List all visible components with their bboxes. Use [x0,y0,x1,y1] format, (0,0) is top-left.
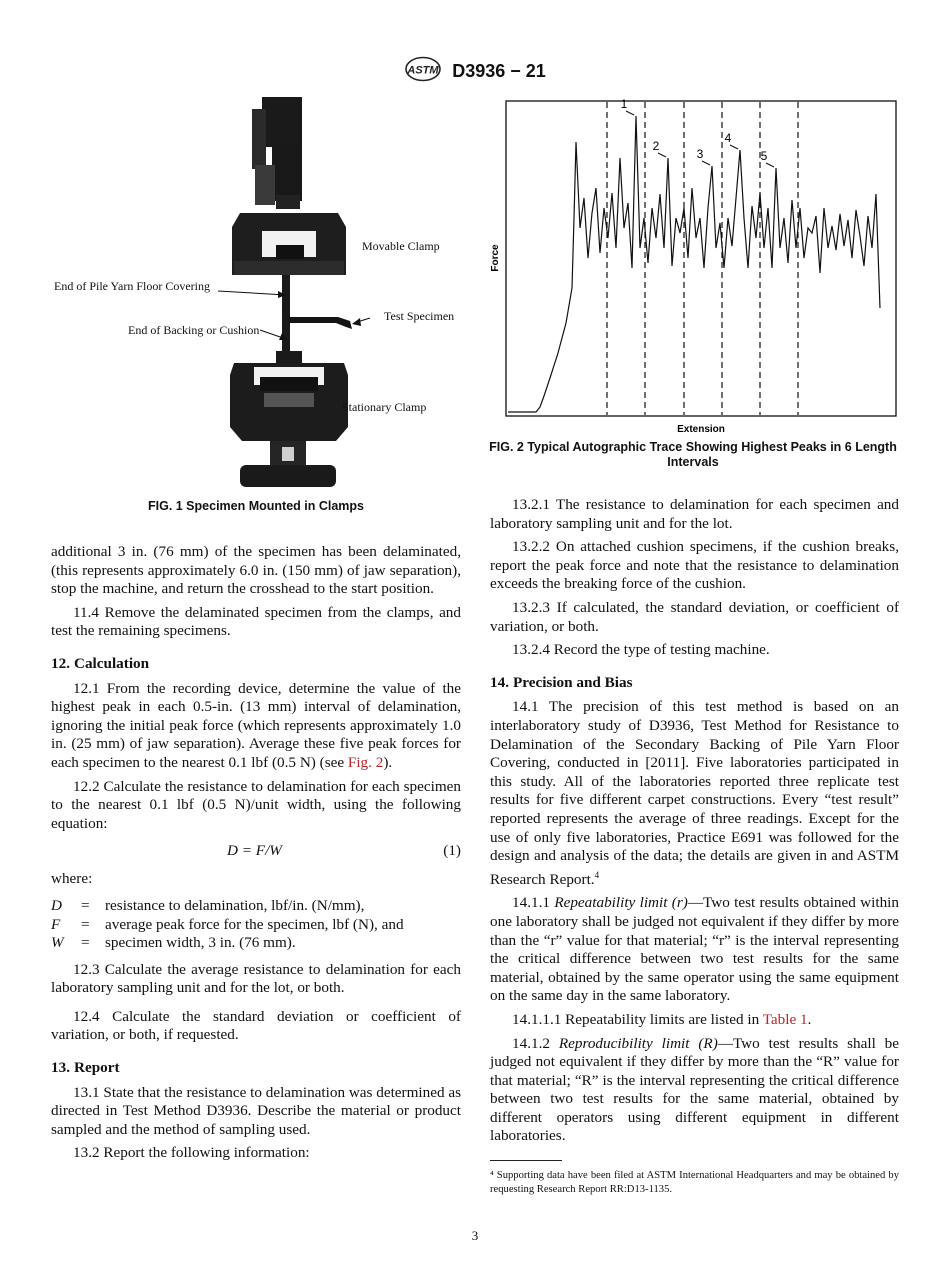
def-equals: = [81,915,90,933]
paragraph-13-2-1: 13.2.1 The resistance to delamination for each specimen and laboratory sampling unit and for the lot. [490,496,899,532]
peak-label-3: 3 [696,147,704,161]
def-equals: = [81,896,90,914]
definition-row [51,916,461,935]
label-movable-clamp: Movable Clamp [362,239,440,253]
def-symbol: F [51,915,61,933]
def-symbol: D [51,896,62,914]
footnote-divider [490,1160,562,1161]
left-column [51,543,461,1168]
repeatability-term: Repeatability limit (r) [554,894,688,912]
x-axis-label: Extension [677,424,725,435]
paragraph-12-2: 12.2 Calculate the resistance to delamination for each specimen to the nearest 0.1 lbf (0.5 N)/unit width, using the following equation: [51,777,461,832]
page-number: 3 [471,1228,479,1243]
paragraph-14-1-1-1-end: . [807,1010,812,1028]
figure-1 [50,95,470,495]
paragraph-14-1-2-text: —Two test results shall be judged not equivalent if they differ by more than the “R” value for that material; “R” is the interval representing the critical difference between two test results for the same material, obtained by different operators using different equipment in different laboratories. [490,1034,900,1145]
table-1-link[interactable]: Table 1 [762,1010,808,1028]
section-14-number: 14. [490,673,509,691]
right-column [490,496,899,1197]
def-text: resistance to delamination, lbf/in. (N/mm), [105,896,365,914]
paragraph-13-2-3: 13.2.3 If calculated, the standard deviation, or coefficient of variation, or both. [490,598,899,635]
footnote-ref: 4 [594,869,600,880]
section-13-heading [51,1059,461,1078]
def-symbol: W [51,934,64,952]
paragraph-13-2: 13.2 Report the following information: [73,1144,310,1162]
peak-arrow-3 [702,161,710,165]
svg-text:ASTM: ASTM [407,64,439,77]
paragraph-14-1-1 [490,894,899,1006]
peak-label-5: 5 [760,149,768,163]
paragraph-12-4: 12.4 Calculate the standard deviation or coefficient of variation, or both, if requested. [51,1007,461,1044]
peak-label-2: 2 [652,139,660,153]
paragraph-14-1 [490,698,899,889]
label-stationary-clamp: Stationary Clamp [342,400,427,414]
peak-arrow-1 [626,111,634,115]
reproducibility-term: Reproducibility limit (R) [558,1034,718,1052]
section-12-heading [51,655,461,674]
paragraph-12-1-text: 12.1 From the recording device, determine the value of the highest peak in each 0.5-in. (13 mm) interval of delamination, ignoring the initial peak force (which represents approximately 1.0 in. (25 mm) of jaw separation). Average these five peak forces for each specimen to the nearest 0.1 lbf (0.5 N) (see [51,679,461,771]
label-end-of-pile: End of Pile Yarn Floor Covering [54,279,210,293]
paragraph-14-1-1-number: 14.1.1 [512,894,555,912]
section-14-title: Precision and Bias [512,673,633,691]
section-13-number: 13. [51,1059,70,1077]
figure-1-caption: FIG. 1 Specimen Mounted in Clamps [147,499,364,513]
paragraph-12-1 [51,680,461,773]
section-13-title: Report [73,1059,120,1077]
paragraph-12-3: 12.3 Calculate the average resistance to delamination for each laboratory sampling unit and for the lot, or both. [51,960,461,997]
def-text: average peak force for the specimen, lbf (N), and [105,915,404,933]
def-text: specimen width, 3 in. (76 mm). [105,934,296,952]
equation-1 [51,838,461,864]
definition-row [51,934,461,953]
paragraph-continued: additional 3 in. (76 mm) of the specimen has been delaminated, (this represents approximately 6.0 in. (150 mm) of jaw separation), stop the machine, and return the crosshead to the start position. [51,543,461,598]
paragraph-14-1-1-text: —Two test results obtained within one laboratory shall be judged not equivalent if they differ by more than the “r” value for that material; “r” is the interval representing the critical difference between two test results for the same material, obtained by the same operator using the same equipment on the same day in the same laboratory. [490,894,899,1005]
equation-formula: D = F/W [227,842,282,860]
label-test-specimen: Test Specimen [384,309,455,323]
peak-label-4: 4 [724,131,732,145]
paragraph-14-1-1-1-text: 14.1.1.1 Repeatability limits are listed in [512,1010,763,1028]
where-label: where: [51,870,93,888]
label-end-of-backing: End of Backing or Cushion [128,323,260,337]
paragraph-14-1-1-1 [490,1011,899,1030]
paragraph-12-1-end: ). [383,753,393,771]
section-14-heading [490,674,899,693]
peak-arrow-5 [766,163,774,167]
paragraph-14-1-2-number: 14.1.2 [512,1034,559,1052]
figure-2 [488,98,898,438]
definition-row [51,897,461,916]
y-axis-label: Force [490,244,501,272]
fig-2-link[interactable]: Fig. 2 [347,753,384,771]
astm-logo-icon [404,56,442,87]
section-12-number: 12. [51,654,70,672]
figure-2-caption: FIG. 2 Typical Autographic Trace Showing Highest Peaks in 6 Length Intervals [489,440,897,469]
page-header [0,56,950,87]
figure-2-chart [488,98,898,438]
peak-arrow-4 [730,145,738,149]
paragraph-11-4: 11.4 Remove the delaminated specimen from the clamps, and test the remaining specimens. [51,603,461,640]
section-12-title: Calculation [73,654,150,672]
paragraph-13-2-4: 13.2.4 Record the type of testing machine. [512,641,770,659]
peak-label-1: 1 [620,98,628,111]
peak-arrow-2 [658,153,666,157]
paragraph-14-1-2 [490,1035,899,1147]
figure-1-illustration [50,95,470,495]
footnote-4: ⁴ Supporting data have been filed at ASTM International Headquarters and may be obtained by requesting Research Report RR:D13-1135. [490,1170,899,1196]
force-trace [508,116,880,412]
paragraph-13-1: 13.1 State that the resistance to delamination was determined as directed in Test Method D3936. Describe the material or product sampled and the method of sampling used. [51,1083,462,1138]
paragraph-13-2-2: 13.2.2 On attached cushion specimens, if the cushion breaks, report the peak force and note that the resistance to delamination exceeds the breaking force of the cushion. [490,538,899,593]
document-designation: D3936 − 21 [452,61,546,81]
paragraph-14-1-text: 14.1 The precision of this test method is based on an interlaboratory study of D3936, Test Method for Resistance to Delamination of the Secondary Backing of Pile Yarn Floor Covering, conducted in [2011]. Five laboratories participated in this study. All of the laboratories reported three replicate test results for five different carpet constructions. Every “test result” reported represents the average of three readings. Except for the use of only five laboratories, Practice E691 was followed for the design and analysis of the data; the details are given in and ASTM Research Report. [490,698,899,888]
variable-definitions [51,897,461,953]
def-equals: = [81,934,90,952]
equation-number: (1) [443,842,461,860]
